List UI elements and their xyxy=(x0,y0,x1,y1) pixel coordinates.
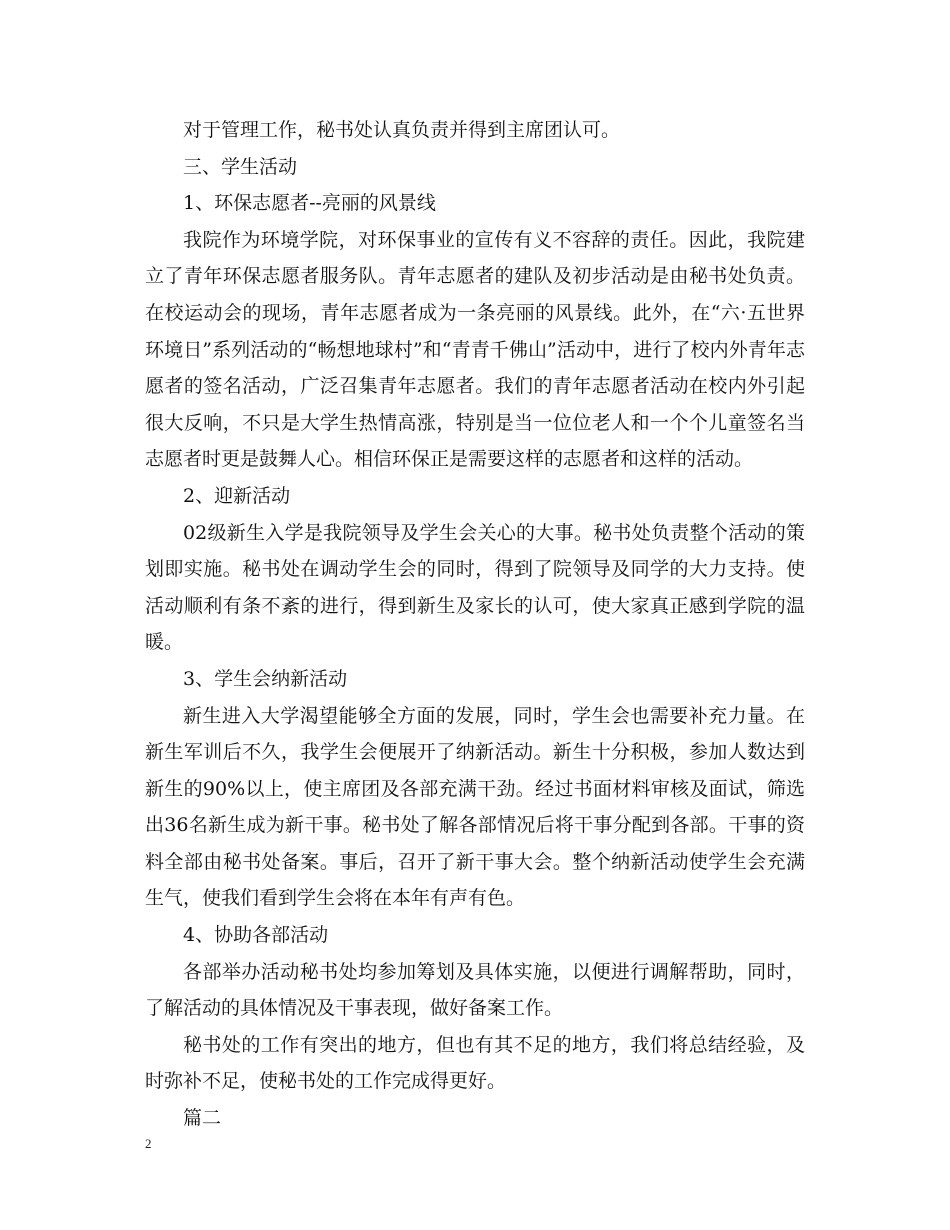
page-number: 2 xyxy=(145,1136,152,1151)
subheading-assist-departments: 4、协助各部活动 xyxy=(183,924,329,947)
paragraph-management-summary: 对于管理工作，秘书处认真负责并得到主席团认可。 xyxy=(183,119,621,141)
paragraph-recruitment-activity: 新生进入大学渴望能够全方面的发展，同时，学生会也需要补充力量。在新生军训后不久，我学生会便展开了纳新活动。新生十分积极，参加人数达到新生的90%以上，使主席团及各部充满干劲。经过书面材料审核及面试，筛选出36名新生成为新干事。秘书处了解各部情况后将干事分配到各部。干事的资料全部由秘书处备案。事后，召开了新干事大会。整个纳新活动使学生会充满生气，使我们看到学生会将在本年有声有色。 xyxy=(145,704,805,910)
paragraph-welcome-activity: 02级新生入学是我院领导及学生会关心的大事。秘书处负责整个活动的策划即实施。秘书处在调动学生会的同时，得到了院领导及同学的大力支持。使活动顺利有条不紊的进行，得到新生及家长的认可，使大家真正感到学院的温暖。 xyxy=(145,521,805,654)
paragraph-environmental-volunteers: 我院作为环境学院，对环保事业的宣传有义不容辞的责任。因此，我院建立了青年环保志愿者服务队。青年志愿者的建队及初步活动是由秘书处负责。在校运动会的现场，青年志愿者成为一条亮丽的风景线。此外，在“六·五世界环境日”系列活动的“畅想地球村”和“青青千佛山”活动中，进行了校内外青年志愿者的签名活动，广泛召集青年志愿者。我们的青年志愿者活动在校内外引起很大反响，不只是大学生热情高涨，特别是当一位位老人和一个个儿童签名当志愿者时更是鼓舞人心。相信环保正是需要这样的志愿者和这样的活动。 xyxy=(145,228,805,471)
heading-student-activities: 三、学生活动 xyxy=(183,155,298,178)
document-body xyxy=(145,112,805,1137)
section-heading-part-two: 篇二 xyxy=(183,1107,222,1130)
paragraph-conclusion: 秘书处的工作有突出的地方，但也有其不足的地方，我们将总结经验，及时弥补不足，使秘书处的工作完成得更好。 xyxy=(145,1033,805,1093)
subheading-recruitment-activity: 3、学生会纳新活动 xyxy=(183,667,348,690)
subheading-welcome-activity: 2、迎新活动 xyxy=(183,484,291,507)
paragraph-assist-departments: 各部举办活动秘书处均参加筹划及具体实施，以便进行调解帮助，同时，了解活动的具体情况及干事表现，做好备案工作。 xyxy=(145,960,805,1020)
subheading-environmental-volunteers: 1、环保志愿者--亮丽的风景线 xyxy=(183,192,436,215)
